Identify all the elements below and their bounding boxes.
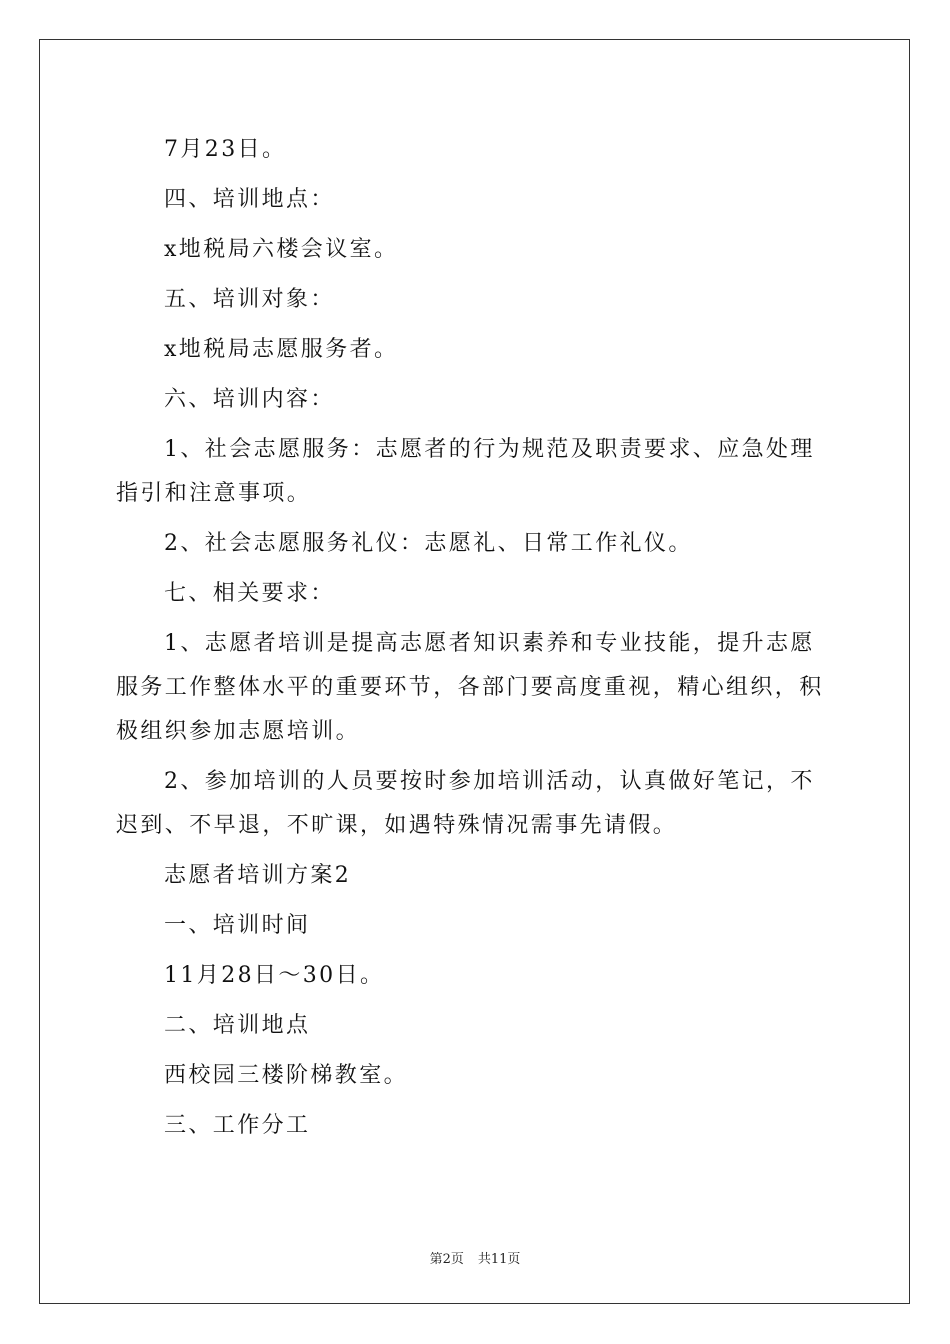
paragraph: 2、社会志愿服务礼仪：志愿礼、日常工作礼仪。 (164, 531, 693, 556)
section-heading: 五、培训对象： (164, 287, 335, 312)
paragraph: 1、社会志愿服务：志愿者的行为规范及职责要求、应急处理指引和注意事项。 (116, 437, 815, 506)
page-footer (0, 1248, 950, 1267)
section-heading: 六、培训内容： (164, 387, 335, 412)
paragraph: 西校园三楼阶梯教室。 (164, 1063, 409, 1088)
paragraph: 1、志愿者培训是提高志愿者知识素养和专业技能，提升志愿服务工作整体水平的重要环节，各部门要高度重视，精心组织，积极组织参加志愿培训。 (116, 631, 824, 744)
paragraph: x地税局志愿服务者。 (164, 337, 399, 362)
paragraph: x地税局六楼会议室。 (164, 237, 399, 262)
section-heading: 四、培训地点： (164, 187, 335, 212)
section-heading: 三、工作分工 (164, 1113, 311, 1138)
section-heading: 七、相关要求： (164, 581, 335, 606)
paragraph: 2、参加培训的人员要按时参加培训活动，认真做好笔记，不迟到、不早退，不旷课，如遇特殊情况需事先请假。 (116, 769, 815, 838)
paragraph: 11月28日～30日。 (164, 963, 385, 988)
document-body (116, 128, 836, 1154)
paragraph: 7月23日。 (164, 137, 287, 162)
page-total: 共11页 (477, 1252, 521, 1267)
section-heading: 二、培训地点 (164, 1013, 311, 1038)
page-number: 第2页 (429, 1252, 464, 1267)
section-heading: 一、培训时间 (164, 913, 311, 938)
document-subtitle: 志愿者培训方案2 (164, 863, 352, 888)
